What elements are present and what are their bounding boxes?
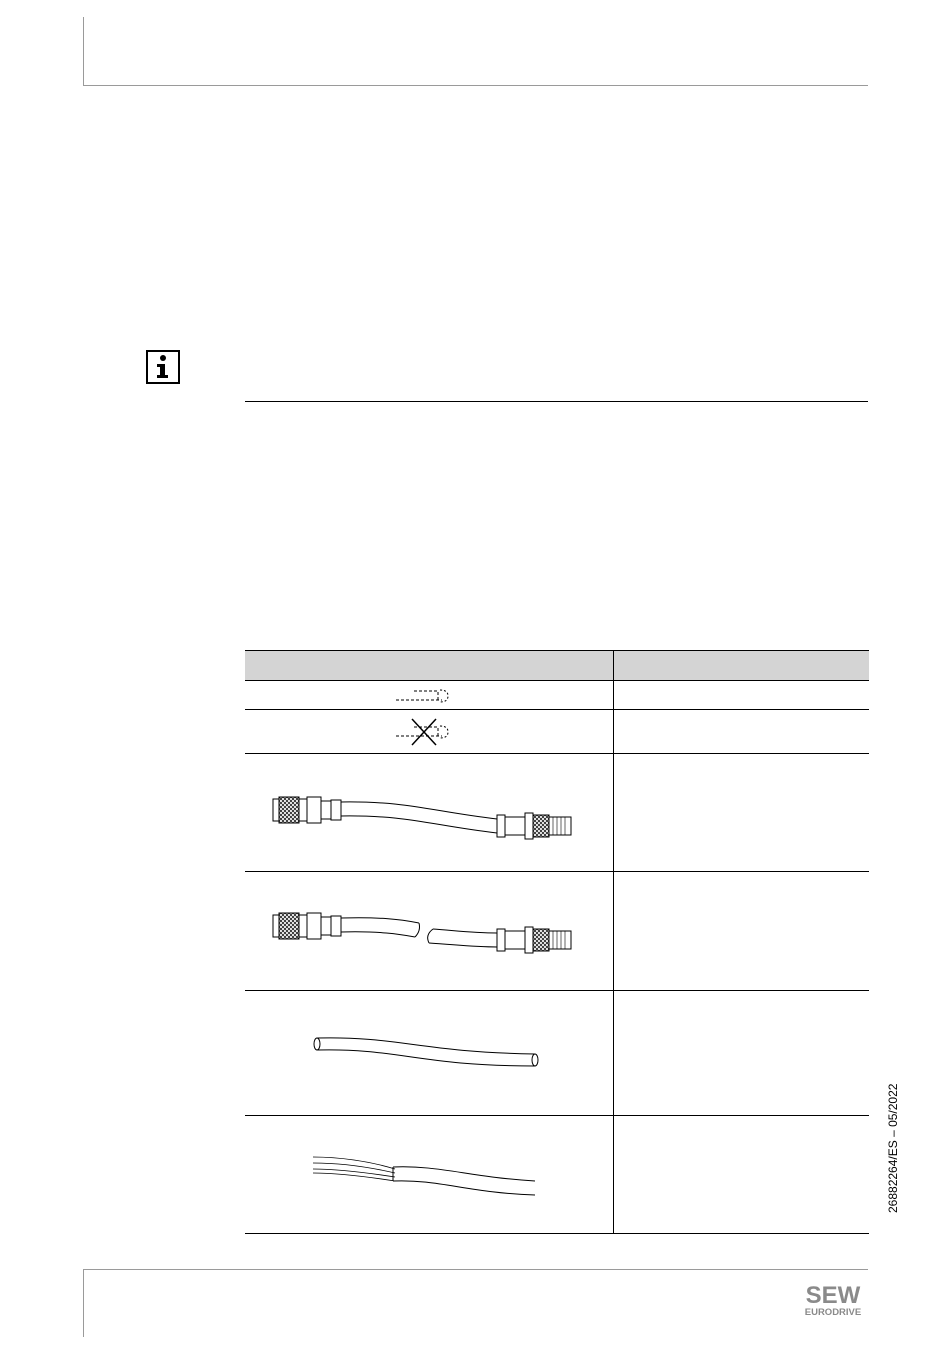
assembled-cable-both-connectors-icon xyxy=(245,783,613,843)
table-row xyxy=(245,710,869,754)
table-row xyxy=(245,754,869,872)
crossed-dashed-connection-icon xyxy=(245,715,613,749)
dashed-connection-icon xyxy=(245,685,613,705)
bottom-margin-line xyxy=(83,1269,84,1337)
document-code: 26882264/ES – 05/2022 xyxy=(886,1083,900,1213)
plain-cable-icon xyxy=(245,1028,613,1078)
cable-open-wires-icon xyxy=(245,1147,613,1203)
table-row xyxy=(245,1116,869,1234)
meaning-column-header xyxy=(614,651,870,681)
footer-rule xyxy=(83,1269,868,1270)
info-separator-rule xyxy=(245,401,868,402)
row-meaning xyxy=(614,991,870,1116)
cable-two-connector-halves-icon xyxy=(245,901,613,961)
svg-text:SEW: SEW xyxy=(805,1282,861,1309)
table-header-row xyxy=(245,651,869,681)
header-rule xyxy=(83,85,868,86)
cable-symbol-legend-table xyxy=(245,650,869,1234)
top-margin-line xyxy=(83,17,84,85)
table-row xyxy=(245,872,869,991)
symbol-column-header xyxy=(245,651,614,681)
row-meaning xyxy=(614,681,870,710)
row-meaning xyxy=(614,710,870,754)
info-icon xyxy=(146,350,180,384)
sew-eurodrive-logo xyxy=(798,1282,868,1318)
row-meaning xyxy=(614,872,870,991)
table-row xyxy=(245,681,869,710)
svg-text:EURODRIVE: EURODRIVE xyxy=(804,1307,862,1318)
row-meaning xyxy=(614,754,870,872)
row-meaning xyxy=(614,1116,870,1234)
table-row xyxy=(245,991,869,1116)
